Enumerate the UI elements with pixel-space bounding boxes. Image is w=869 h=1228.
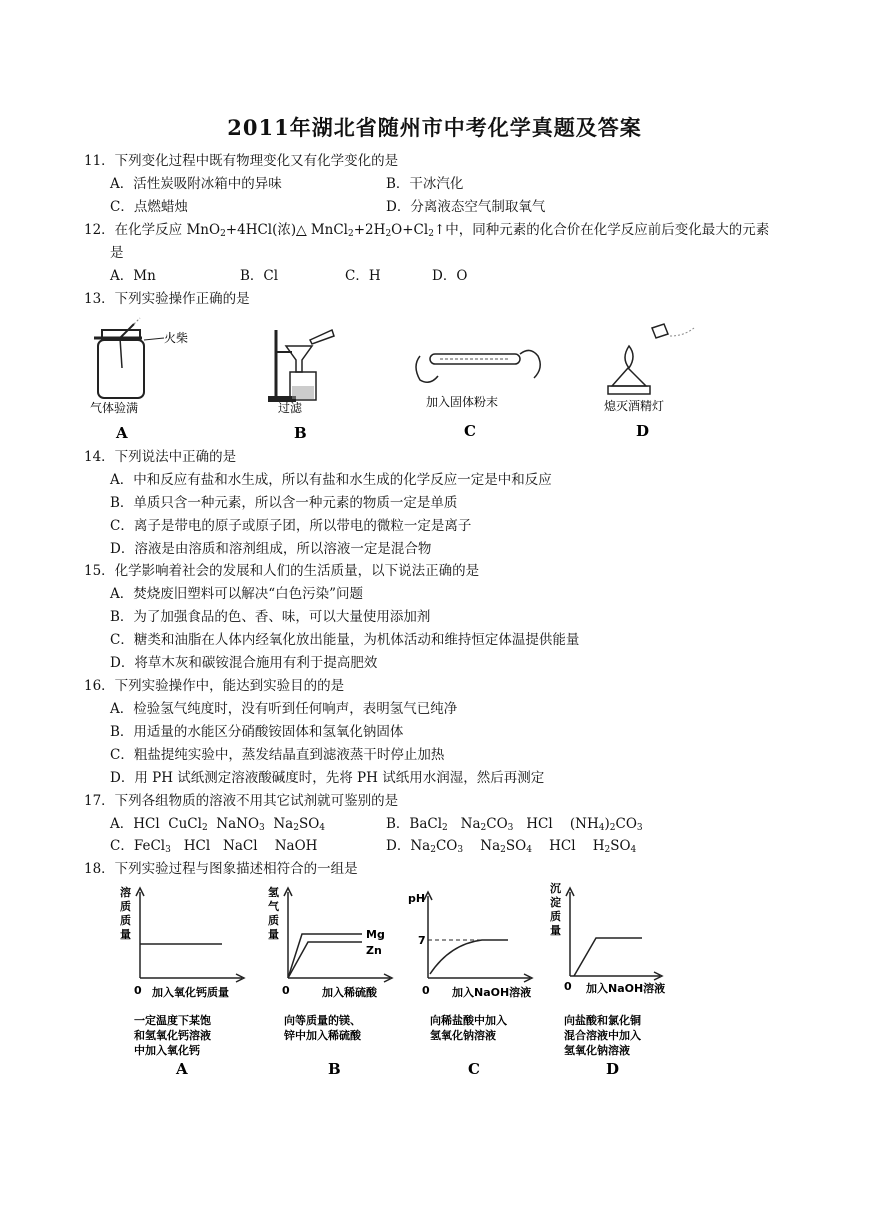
q11-option-d: D．分离液态空气制取氧气: [386, 199, 546, 215]
graph-b: [268, 885, 392, 1078]
svg-text:0: 0: [564, 980, 572, 993]
q15-option-d: D．将草木灰和碳铵混合施用有利于提高肥效: [110, 655, 378, 671]
fig-d-caption: 熄灭酒精灯: [604, 399, 665, 413]
graph-d: [550, 882, 665, 1078]
q12-option-b: B．Cl: [240, 268, 279, 284]
q16-option-a: A．检验氢气纯度时，没有听到任何响声，表明氢气已纯净: [110, 701, 458, 717]
svg-text:锌中加入稀硫酸: 锌中加入稀硫酸: [284, 1029, 361, 1042]
q12-option-c: C．H: [345, 268, 381, 284]
q11-option-c: C．点燃蜡烛: [110, 199, 188, 215]
svg-text:pH: pH: [408, 892, 426, 905]
svg-text:气: 气: [268, 900, 279, 913]
fig-a-gas-bottle: [90, 318, 188, 442]
svg-text:质: 质: [268, 914, 279, 927]
graph-b-series-zn: Zn: [366, 944, 382, 957]
q18-stem: 18．下列实验过程与图象描述相符合的一组是: [84, 861, 358, 877]
q15-stem: 15．化学影响着社会的发展和人们的生活质量，以下说法正确的是: [84, 563, 480, 579]
svg-text:溶: 溶: [120, 886, 131, 899]
svg-text:中加入氧化钙: 中加入氧化钙: [134, 1044, 200, 1057]
page-title: 2011年湖北省随州市中考化学真题及答案: [227, 115, 642, 140]
svg-text:氢: 氢: [268, 886, 279, 899]
svg-text:向稀盐酸中加入: 向稀盐酸中加入: [430, 1014, 507, 1027]
q13-stem: 13．下列实验操作正确的是: [84, 291, 250, 307]
heat-symbol: △: [296, 222, 307, 238]
fig-b-caption: 过滤: [278, 401, 303, 415]
fig-b-label: B: [294, 424, 307, 442]
q17-stem: 17．下列各组物质的溶液不用其它试剂就可鉴别的是: [84, 793, 399, 809]
q15-option-c: C．糖类和油脂在人体内经氧化放出能量，为机体活动和维持恒定体温提供能量: [110, 632, 580, 648]
graph-c-label: C: [468, 1060, 480, 1078]
svg-text:向等质量的镁、: 向等质量的镁、: [284, 1014, 361, 1027]
graph-b-zn-line: [288, 942, 362, 978]
graph-c-xlabel: 加入NaOH溶液: [452, 986, 532, 999]
q16-option-d: D．用 PH 试纸测定溶液酸碱度时，先将 PH 试纸用水润湿，然后再测定: [110, 770, 545, 786]
q17-option-d: D．$Na_2CO_3$ $Na_2SO_4$ HCl $H_2SO_4$: [386, 838, 637, 855]
svg-text:混合溶液中加入: 混合溶液中加入: [564, 1029, 641, 1042]
q12-stem-line2: 是: [110, 245, 124, 261]
svg-text:向盐酸和氯化铜: 向盐酸和氯化铜: [564, 1014, 641, 1027]
q14-stem: 14．下列说法中正确的是: [84, 449, 237, 465]
graph-d-label: D: [606, 1060, 620, 1078]
q11-stem: 11．下列变化过程中既有物理变化又有化学变化的是: [84, 153, 399, 169]
q12-stem: 12．在化学反应 MnO$_2$+4HCl(浓)△ $MnCl_2+2H_2O+Cl_2↑$中，同种元素的化合价在化学反应前后变化最大的元素: [84, 222, 770, 239]
q12-option-d: D．O: [432, 268, 468, 284]
svg-text:沉: 沉: [550, 882, 561, 895]
svg-text:0: 0: [134, 984, 142, 997]
q17-option-b: B．BaCl$_2$ $Na_2CO_3$ HCl $(NH_4)_2CO_3$: [386, 816, 643, 833]
fig-c-label: C: [464, 422, 476, 440]
q14-option-b: B．单质只含一种元素，所以含一种元素的物质一定是单质: [110, 495, 458, 511]
svg-text:质: 质: [120, 914, 131, 927]
graph-a: [120, 885, 244, 1078]
fig-b-filtration: [268, 330, 334, 442]
graph-c: [408, 892, 532, 1078]
fig-d-alcohol-lamp: [604, 324, 694, 440]
svg-text:和氢氧化钙溶液: 和氢氧化钙溶液: [134, 1029, 211, 1042]
graph-a-xlabel: 加入氧化钙质量: [152, 986, 229, 999]
graph-d-curve: [574, 938, 642, 976]
q16-stem: 16．下列实验操作中，能达到实验目的的是: [84, 678, 345, 694]
svg-text:一定温度下某饱: 一定温度下某饱: [134, 1014, 211, 1027]
q16-option-b: B．用适量的水能区分硝酸铵固体和氢氧化钠固体: [110, 724, 404, 740]
svg-text:量: 量: [550, 924, 561, 937]
fig-a-caption: 气体验满: [90, 401, 139, 415]
graph-b-series-mg: Mg: [366, 928, 385, 941]
q17-option-c: C．FeCl$_3$ HCl NaCl NaOH: [110, 838, 318, 855]
graph-c-tick-7: 7: [418, 934, 426, 947]
q13-apparatus-figure: [80, 316, 720, 444]
svg-text:量: 量: [120, 928, 131, 941]
q15-option-b: B．为了加强食品的色、香、味，可以大量使用添加剂: [110, 609, 431, 625]
q16-option-c: C．粗盐提纯实验中，蒸发结晶直到滤液蒸干时停止加热: [110, 747, 445, 763]
graph-c-curve: [430, 940, 508, 974]
graph-d-xlabel: 加入NaOH溶液: [586, 982, 666, 995]
graph-b-mg-line: [288, 934, 362, 978]
svg-text:质: 质: [120, 900, 131, 913]
svg-text:质: 质: [550, 910, 561, 923]
svg-text:量: 量: [268, 928, 279, 941]
svg-text:0: 0: [282, 984, 290, 997]
fig-c-test-tube: [416, 350, 540, 440]
q15-option-a: A．焚烧废旧塑料可以解决“白色污染”问题: [110, 586, 364, 602]
q11-option-b: B．干冰汽化: [386, 176, 464, 192]
graph-b-xlabel: 加入稀硫酸: [322, 986, 377, 999]
q11-option-a: A．活性炭吸附冰箱中的异味: [110, 176, 282, 192]
graph-a-label: A: [176, 1060, 188, 1078]
svg-text:淀: 淀: [550, 896, 561, 909]
svg-text:氢氧化钠溶液: 氢氧化钠溶液: [430, 1029, 496, 1042]
fig-d-label: D: [636, 422, 650, 440]
q14-option-a: A．中和反应有盐和水生成，所以有盐和水生成的化学反应一定是中和反应: [110, 472, 552, 488]
q14-option-c: C．离子是带电的原子或原子团，所以带电的微粒一定是离子: [110, 518, 472, 534]
fig-c-caption: 加入固体粉末: [426, 395, 499, 409]
fig-a-label: A: [116, 424, 128, 442]
svg-text:0: 0: [422, 984, 430, 997]
graph-b-label: B: [328, 1060, 341, 1078]
q12-option-a: A．Mn: [110, 268, 156, 284]
q17-option-a: A．HCl CuCl$_2$ NaNO$_3$ $Na_2SO_4$: [110, 816, 326, 833]
q14-option-d: D．溶液是由溶质和溶剂组成，所以溶液一定是混合物: [110, 541, 432, 557]
fig-a-match-label: 火柴: [164, 331, 189, 345]
q18-graphs-figure: [112, 882, 672, 1078]
svg-text:氢氧化钠溶液: 氢氧化钠溶液: [564, 1044, 630, 1057]
